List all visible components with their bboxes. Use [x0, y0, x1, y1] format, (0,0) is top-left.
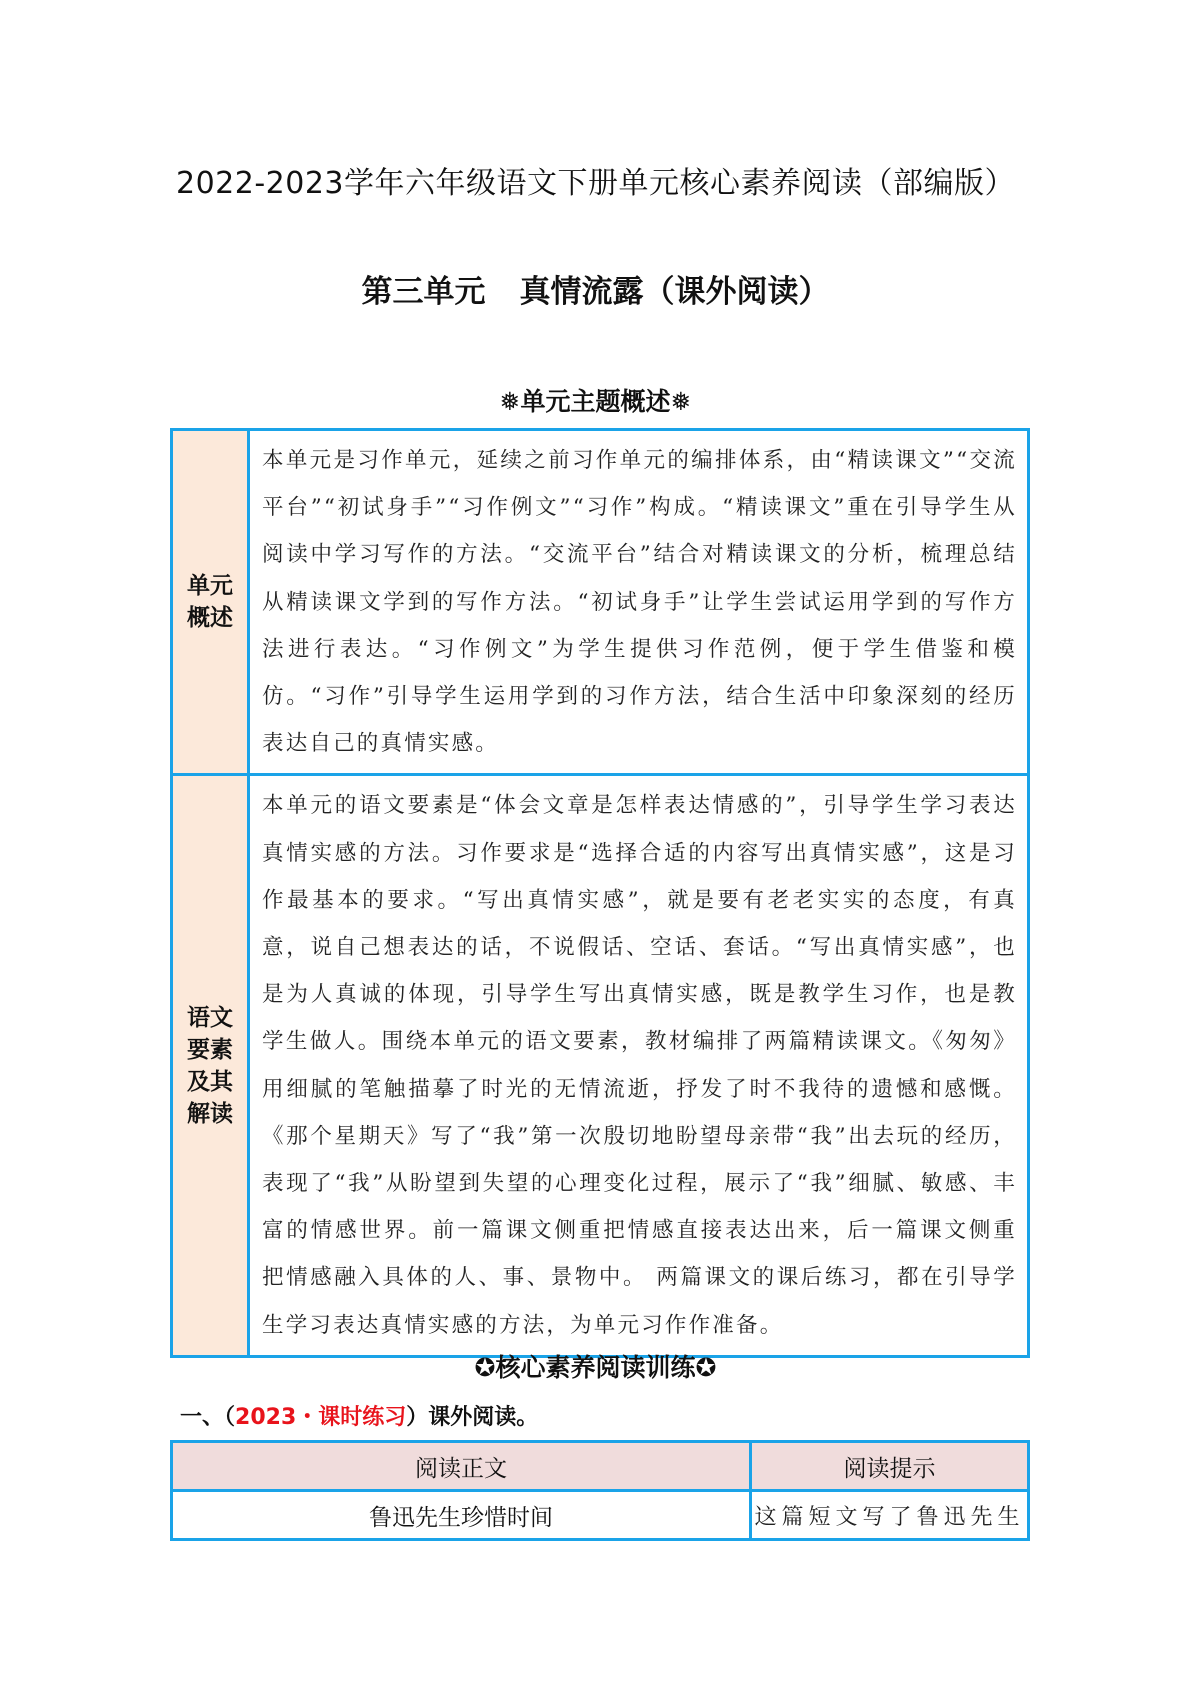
unit-theme: 真情流露（课外阅读）	[519, 274, 830, 310]
reading-table	[170, 1440, 1030, 1541]
question-prefix: 一、（	[180, 1405, 236, 1430]
table-row	[172, 775, 1029, 1356]
row-label-language-elements	[172, 775, 249, 1356]
table-row	[172, 1491, 1029, 1540]
unit-number: 第三单元	[361, 274, 486, 310]
section-heading-overview: ❅单元主题概述❅	[499, 387, 692, 416]
unit-overview-table	[170, 428, 1030, 1358]
unit-title	[0, 266, 1191, 311]
table-header-row	[172, 1442, 1029, 1491]
article-title: 鲁迅先生珍惜时间	[172, 1491, 751, 1540]
row-label-unit-overview	[172, 430, 249, 775]
label-text: 单元概述	[187, 573, 233, 632]
label-text: 语文要素及其解读	[187, 1004, 233, 1127]
reading-hint: 这篇短文写了鲁迅先生	[751, 1491, 1029, 1540]
section-heading-training: ✪核心素养阅读训练✪	[474, 1353, 717, 1382]
document-title: 2022-2023学年六年级语文下册单元核心素养阅读（部编版）	[175, 166, 1016, 201]
row-text-unit-overview: 本单元是习作单元，延续之前习作单元的编排体系，由“精读课文”“交流平台”“初试身手”“习作例文”“习作”构成。“精读课文”重在引导学生从阅读中学习写作的方法。“交流平台”结合对精读课文的分析，梳理总结从精读课文学到的写作方法。“初试身手”让学生尝试运用学到的写作方法进行表达。“习作例文”为学生提供习作范例，便于学生借鉴和模仿。“习作”引导学生运用学到的习作方法，结合生活中印象深刻的经历表达自己的真情实感。	[249, 430, 1029, 775]
header-reading-text: 阅读正文	[172, 1442, 751, 1491]
question-title	[180, 1400, 538, 1431]
header-reading-hint: 阅读提示	[751, 1442, 1029, 1491]
question-source: 2023・课时练习	[235, 1405, 407, 1430]
table-row	[172, 430, 1029, 775]
question-suffix: ）课外阅读。	[406, 1405, 539, 1430]
row-text-language-elements: 本单元的语文要素是“体会文章是怎样表达情感的”，引导学生学习表达真情实感的方法。习作要求是“选择合适的内容写出真情实感”，这是习作最基本的要求。“写出真情实感”，就是要有老老实实的态度，有真意，说自己想表达的话，不说假话、空话、套话。“写出真情实感”，也是为人真诚的体现，引导学生写出真情实感，既是教学生习作，也是教学生做人。围绕本单元的语文要素，教材编排了两篇精读课文。《匆匆》用细腻的笔触描摹了时光的无情流逝，抒发了时不我待的遗憾和感慨。《那个星期天》写了“我”第一次殷切地盼望母亲带“我”出去玩的经历，表现了“我”从盼望到失望的心理变化过程，展示了“我”细腻、敏感、丰富的情感世界。前一篇课文侧重把情感直接表达出来，后一篇课文侧重把情感融入具体的人、事、景物中。 两篇课文的课后练习，都在引导学生学习表达真情实感的方法，为单元习作作准备。	[249, 775, 1029, 1356]
